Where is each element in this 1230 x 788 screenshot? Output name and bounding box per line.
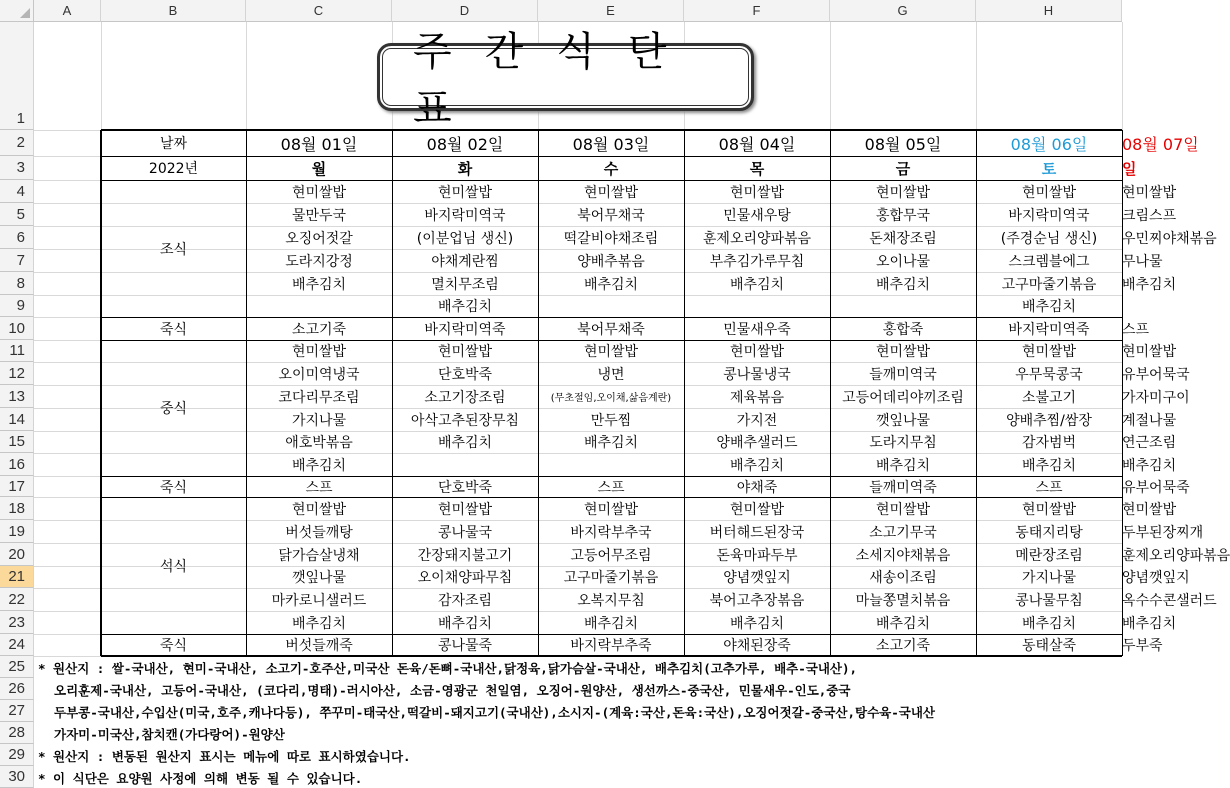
column-header-a[interactable]: A bbox=[34, 0, 101, 22]
menu-item: 현미쌀밥 bbox=[291, 501, 347, 518]
menu-item: 마카로니샐러드 bbox=[271, 592, 367, 609]
row-header-25[interactable]: 25 bbox=[0, 656, 34, 678]
menu-item: 배추김치 bbox=[875, 615, 931, 632]
weekday-header: 일 bbox=[1122, 159, 1137, 178]
menu-item: 홍합무국 bbox=[875, 207, 931, 224]
menu-item: 버섯들깨탕 bbox=[285, 524, 353, 541]
menu-item: 가지나물 bbox=[291, 412, 347, 429]
row-header-9[interactable]: 9 bbox=[0, 295, 34, 317]
column-header-f[interactable]: F bbox=[684, 0, 830, 22]
porridge-item: 홍합죽 bbox=[882, 321, 924, 338]
row-header-2[interactable]: 2 bbox=[0, 130, 34, 156]
menu-item: 감자범벅 bbox=[1021, 435, 1077, 451]
menu-item: 배추김치 bbox=[1021, 457, 1077, 474]
menu-item: 현미쌀밥 bbox=[583, 184, 639, 201]
section-label-lunch: 중식 bbox=[159, 401, 188, 417]
menu-item: 콩나물무침 bbox=[1015, 592, 1083, 609]
menu-item: 새송이조림 bbox=[869, 570, 937, 586]
year-label: 2022년 bbox=[148, 161, 199, 177]
menu-item: 현미쌀밥 bbox=[875, 184, 931, 201]
menu-item: 현미쌀밥 bbox=[1021, 344, 1077, 360]
menu-item: 소고기무국 bbox=[869, 524, 937, 541]
porridge-item: 동태살죽 bbox=[1021, 638, 1077, 654]
menu-item: 떡갈비야채조림 bbox=[563, 230, 659, 247]
porridge-item: 두부죽 bbox=[1122, 638, 1163, 654]
menu-item: 우무묵콩국 bbox=[1015, 366, 1083, 383]
menu-item: 깻잎나물 bbox=[291, 570, 347, 586]
menu-item: 현미쌀밥 bbox=[1122, 501, 1177, 518]
menu-item: 현미쌀밥 bbox=[1021, 501, 1077, 518]
row-header-24[interactable]: 24 bbox=[0, 634, 34, 656]
menu-item: 야채계란찜 bbox=[431, 253, 499, 270]
menu-item: 돈육마파두부 bbox=[716, 547, 798, 564]
menu-item: 고구마줄기볶음 bbox=[563, 570, 659, 586]
porridge-item: 콩나물죽 bbox=[437, 638, 493, 654]
weekday-header: 토 bbox=[1041, 159, 1057, 178]
menu-item: 연근조림 bbox=[1122, 435, 1177, 451]
section-label-porridge: 죽식 bbox=[159, 321, 188, 338]
menu-item: 콩나물국 bbox=[437, 524, 493, 541]
date-header: 08월 02일 bbox=[426, 134, 504, 154]
row-header-11[interactable]: 11 bbox=[0, 340, 34, 362]
menu-item: 현미쌀밥 bbox=[583, 501, 639, 518]
menu-item: 배추김치 bbox=[1122, 457, 1177, 474]
menu-item: 간장돼지불고기 bbox=[417, 547, 513, 564]
row-header-4[interactable]: 4 bbox=[0, 180, 34, 203]
menu-item: 배추김치 bbox=[1122, 276, 1177, 293]
menu-item: 현미쌀밥 bbox=[729, 501, 785, 518]
menu-item: 배추김치 bbox=[1021, 615, 1077, 632]
row-header-10[interactable]: 10 bbox=[0, 317, 34, 340]
menu-item: 소고기장조림 bbox=[424, 389, 506, 406]
menu-item: 현미쌀밥 bbox=[729, 344, 785, 360]
date-header: 08월 07일 bbox=[1122, 134, 1199, 154]
porridge-item: 바지락부추죽 bbox=[570, 638, 652, 654]
menu-item: 현미쌀밥 bbox=[875, 344, 931, 360]
menu-item: 배추김치 bbox=[437, 299, 493, 315]
menu-item: 배추김치 bbox=[583, 435, 639, 451]
menu-item: 소불고기 bbox=[1021, 389, 1077, 406]
section-label-porridge: 죽식 bbox=[159, 638, 188, 654]
row-header-18[interactable]: 18 bbox=[0, 497, 34, 520]
column-header-d[interactable]: D bbox=[392, 0, 538, 22]
origin-note: * 원산지 : 쌀-국내산, 현미-국내산, 소고기-호주산,미국산 돈육/돈뼈-국내산,닭정육,닭가슴살-국내산, 배추김치(고추가루, 배추-국내산), bbox=[38, 661, 858, 676]
menu-item: 버터해드된장국 bbox=[709, 524, 805, 541]
menu-item: 가지전 bbox=[736, 412, 778, 429]
menu-item: 배추김치 bbox=[291, 457, 347, 474]
row-header-14[interactable]: 14 bbox=[0, 408, 34, 431]
menu-item: 북어고추장볶음 bbox=[709, 592, 805, 609]
menu-item: 애호박볶음 bbox=[285, 435, 353, 451]
menu-item: 크림스프 bbox=[1122, 207, 1177, 224]
row-header-1[interactable]: 1 bbox=[0, 22, 34, 130]
menu-item: 깻잎나물 bbox=[875, 412, 931, 429]
row-header-21[interactable]: 21 bbox=[0, 566, 34, 588]
menu-item: 오징어젓갈 bbox=[285, 230, 353, 247]
menu-item: 양배추찜/쌈장 bbox=[1006, 412, 1092, 429]
menu-item: 소세지야채볶음 bbox=[855, 547, 951, 564]
menu-item: 현미쌀밥 bbox=[875, 501, 931, 518]
row-header-22[interactable]: 22 bbox=[0, 588, 34, 611]
row-header-20[interactable]: 20 bbox=[0, 543, 34, 566]
menu-item: 가자미구이 bbox=[1122, 389, 1190, 406]
porridge-item: 바지락미역죽 bbox=[424, 321, 506, 338]
porridge-item: 소고기죽 bbox=[875, 638, 931, 654]
menu-item: 민물새우탕 bbox=[723, 207, 791, 224]
date-label: 날짜 bbox=[159, 136, 188, 152]
menu-item: 바지락부추국 bbox=[570, 524, 652, 541]
menu-item: 물만두국 bbox=[291, 207, 347, 224]
row-header-12[interactable]: 12 bbox=[0, 362, 34, 385]
weekday-header: 월 bbox=[311, 159, 327, 178]
date-header: 08월 05일 bbox=[864, 134, 942, 154]
porridge-item: 스프 bbox=[1035, 479, 1063, 496]
origin-note: 두부콩-국내산,수입산(미국,호주,캐나다등), 쭈꾸미-태국산,떡갈비-돼지고기(국내산),소시지-(계육:국산,돈육:국산),오징어젓갈-중국산,탕수육-국내산 bbox=[54, 705, 935, 720]
menu-item: 배추김치 bbox=[437, 435, 493, 451]
menu-item: 냉면 bbox=[597, 366, 625, 383]
menu-item: 닭가슴살냉채 bbox=[278, 547, 360, 564]
menu-item: 가지나물 bbox=[1021, 570, 1077, 586]
weekday-header: 금 bbox=[895, 159, 911, 178]
menu-item: 현미쌀밥 bbox=[583, 344, 639, 360]
menu-item: 현미쌀밥 bbox=[1122, 344, 1177, 360]
menu-item: 양념깻잎지 bbox=[723, 570, 791, 586]
menu-item: 북어무채국 bbox=[577, 207, 645, 224]
menu-item: 훈제오리양파볶음 bbox=[702, 230, 812, 247]
menu-item: 배추김치 bbox=[729, 457, 785, 474]
row-header-27[interactable]: 27 bbox=[0, 700, 34, 722]
menu-item: 두부된장찌개 bbox=[1122, 524, 1204, 541]
row-header-5[interactable]: 5 bbox=[0, 203, 34, 226]
menu-item: 배추김치 bbox=[875, 457, 931, 474]
section-label-porridge: 죽식 bbox=[159, 479, 188, 496]
menu-item: 훈제오리양파볶음 bbox=[1122, 547, 1230, 564]
menu-item: 마늘쫑멸치볶음 bbox=[855, 592, 951, 609]
menu-item: 옥수수콘샐러드 bbox=[1122, 592, 1217, 609]
menu-item: 배추김치 bbox=[583, 276, 639, 293]
menu-item: 배추김치 bbox=[437, 615, 493, 632]
porridge-item: 단호박죽 bbox=[437, 479, 493, 496]
menu-item: 배추김치 bbox=[583, 615, 639, 632]
menu-item: 들깨미역국 bbox=[869, 366, 937, 383]
menu-item: 배추김치 bbox=[729, 276, 785, 293]
menu-item: 고등어데리야끼조림 bbox=[842, 389, 964, 406]
weekday-header: 목 bbox=[749, 159, 765, 178]
menu-item: 현미쌀밥 bbox=[1122, 184, 1177, 201]
menu-item: 현미쌀밥 bbox=[437, 344, 493, 360]
porridge-item: 스프 bbox=[597, 479, 625, 496]
menu-item: 현미쌀밥 bbox=[729, 184, 785, 201]
menu-item: 오이나물 bbox=[875, 253, 931, 270]
menu-item: (무초절임,오이채,삶음계란) bbox=[550, 393, 672, 404]
menu-item: 우민찌야채볶음 bbox=[1122, 230, 1217, 247]
date-header: 08월 06일 bbox=[1010, 134, 1088, 154]
title-box bbox=[377, 29, 754, 132]
porridge-item: 민물새우죽 bbox=[723, 321, 791, 338]
menu-item: 코다리무조림 bbox=[278, 389, 360, 406]
porridge-item: 들깨미역죽 bbox=[869, 479, 937, 496]
menu-item: 배추김치 bbox=[1122, 615, 1177, 632]
menu-item: 양념깻잎지 bbox=[1122, 570, 1190, 586]
row-header-16[interactable]: 16 bbox=[0, 453, 34, 476]
origin-note: 오리훈제-국내산, 고등어-국내산, (코다리,명태)-러시아산, 소금-영광군 천일염, 오징어-원양산, 생선까스-중국산, 민물새우-인도,중국 bbox=[54, 683, 851, 698]
menu-item: 무나물 bbox=[1122, 253, 1163, 270]
origin-note: * 원산지 : 변동된 원산지 표시는 메뉴에 따로 표시하였습니다. bbox=[38, 749, 411, 764]
menu-item: 현미쌀밥 bbox=[291, 344, 347, 360]
column-header-h[interactable]: H bbox=[976, 0, 1122, 22]
porridge-item: 소고기죽 bbox=[291, 321, 347, 338]
porridge-item: 스프 bbox=[305, 479, 333, 496]
row-header-8[interactable]: 8 bbox=[0, 272, 34, 295]
menu-item: 현미쌀밥 bbox=[291, 184, 347, 201]
menu-item: 콩나물냉국 bbox=[723, 366, 791, 383]
menu-item: 배추김치 bbox=[875, 276, 931, 293]
menu-item: 배추김치 bbox=[1021, 299, 1077, 315]
menu-item: 감자조림 bbox=[437, 592, 493, 609]
menu-item: 고구마줄기볶음 bbox=[1001, 276, 1097, 293]
porridge-item: 버섯들깨죽 bbox=[285, 638, 353, 654]
menu-item: 멸치무조림 bbox=[431, 276, 499, 293]
row-header-15[interactable]: 15 bbox=[0, 431, 34, 453]
row-header-17[interactable]: 17 bbox=[0, 476, 34, 497]
menu-item: 고등어무조림 bbox=[570, 547, 652, 564]
menu-item: 오복지무침 bbox=[577, 592, 645, 609]
menu-item: 현미쌀밥 bbox=[437, 184, 493, 201]
menu-item: 오이채양파무침 bbox=[417, 570, 513, 586]
row-header-26[interactable]: 26 bbox=[0, 678, 34, 700]
date-header: 08월 03일 bbox=[572, 134, 650, 154]
menu-item: (주경순님 생신) bbox=[1000, 230, 1098, 247]
menu-item: 만두찜 bbox=[590, 412, 632, 429]
menu-item: 배추김치 bbox=[729, 615, 785, 632]
porridge-item: 바지락미역죽 bbox=[1008, 321, 1090, 338]
menu-item: 메란장조림 bbox=[1015, 547, 1083, 564]
weekday-header: 수 bbox=[603, 159, 619, 178]
row-header-29[interactable]: 29 bbox=[0, 744, 34, 766]
column-header-c[interactable]: C bbox=[246, 0, 392, 22]
menu-item: 바지락미역국 bbox=[1008, 207, 1090, 224]
menu-item: 바지락미역국 bbox=[424, 207, 506, 224]
column-header-b[interactable]: B bbox=[101, 0, 246, 22]
menu-item: 도라지강정 bbox=[285, 253, 353, 270]
row-header-7[interactable]: 7 bbox=[0, 249, 34, 272]
origin-note: 가자미-미국산,참치캔(가다랑어)-원양산 bbox=[54, 727, 285, 742]
menu-item: 오이미역냉국 bbox=[278, 366, 360, 383]
row-header-30[interactable]: 30 bbox=[0, 766, 34, 788]
menu-item: 아삭고추된장무침 bbox=[410, 412, 520, 429]
menu-item: 양배추볶음 bbox=[577, 253, 645, 270]
menu-item: 단호박죽 bbox=[437, 366, 493, 383]
menu-item: 스크렘블에그 bbox=[1008, 253, 1090, 270]
menu-item: 현미쌀밥 bbox=[1021, 184, 1077, 201]
row-header-19[interactable]: 19 bbox=[0, 520, 34, 543]
menu-item: 유부어묵국 bbox=[1122, 366, 1190, 383]
row-header-23[interactable]: 23 bbox=[0, 611, 34, 634]
porridge-item: 스프 bbox=[1122, 321, 1150, 338]
porridge-item: 유부어묵죽 bbox=[1122, 479, 1190, 496]
menu-item: 부추김가루무침 bbox=[709, 253, 805, 270]
menu-item: 도라지무침 bbox=[869, 435, 937, 451]
menu-item: 배추김치 bbox=[291, 615, 347, 632]
column-header-e[interactable]: E bbox=[538, 0, 684, 22]
menu-item: 제육볶음 bbox=[729, 389, 785, 406]
origin-note: * 이 식단은 요양원 사정에 의해 변동 될 수 있습니다. bbox=[38, 771, 363, 786]
porridge-item: 야채된장죽 bbox=[723, 638, 791, 654]
porridge-item: 북어무채죽 bbox=[577, 321, 645, 338]
menu-item: (이분업님 생신) bbox=[416, 230, 514, 247]
menu-item: 계절나물 bbox=[1122, 412, 1177, 429]
section-label-breakfast: 조식 bbox=[159, 241, 188, 258]
row-header-28[interactable]: 28 bbox=[0, 722, 34, 744]
row-header-3[interactable]: 3 bbox=[0, 156, 34, 180]
menu-item: 배추김치 bbox=[291, 276, 347, 293]
row-header-13[interactable]: 13 bbox=[0, 385, 34, 408]
porridge-item: 야채죽 bbox=[736, 479, 778, 496]
weekday-header: 화 bbox=[457, 159, 473, 178]
row-header-6[interactable]: 6 bbox=[0, 226, 34, 249]
date-header: 08월 04일 bbox=[718, 134, 796, 154]
column-header-g[interactable]: G bbox=[830, 0, 976, 22]
menu-item: 현미쌀밥 bbox=[437, 501, 493, 518]
menu-item: 돈채장조림 bbox=[869, 230, 937, 247]
section-label-dinner: 석식 bbox=[159, 558, 188, 575]
menu-item: 양배추샐러드 bbox=[716, 435, 798, 451]
page-title: 주간식단표 bbox=[413, 29, 700, 132]
menu-item: 동태지리탕 bbox=[1015, 524, 1083, 541]
date-header: 08월 01일 bbox=[280, 134, 358, 154]
select-all-corner[interactable] bbox=[0, 0, 34, 22]
